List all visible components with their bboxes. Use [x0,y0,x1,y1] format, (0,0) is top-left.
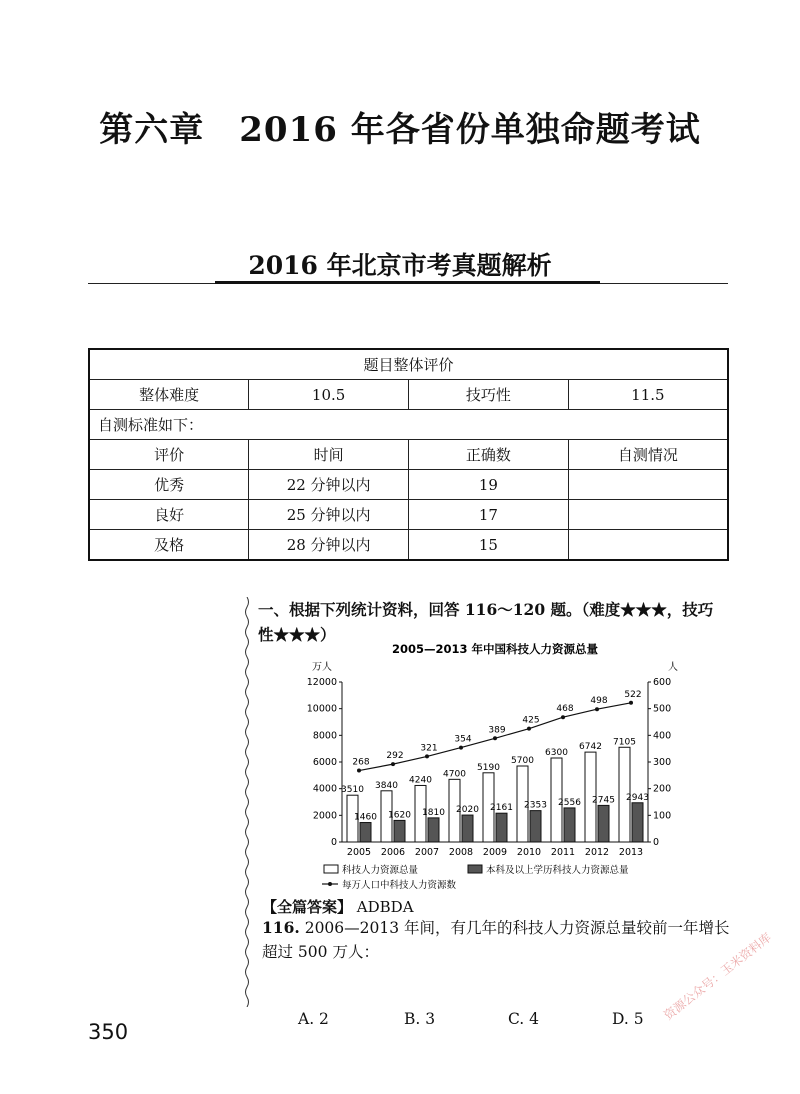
bar-line-chart [290,640,700,896]
bar-total-label: 7105 [613,737,636,748]
right-tick-label: 300 [653,757,672,768]
legend-label-total: 科技人力资源总量 [342,865,419,876]
right-axis-ticks [648,677,671,848]
line-point-label: 522 [624,689,642,700]
right-tick-label: 0 [653,837,660,848]
x-tick-label: 2011 [550,847,576,858]
x-tick-label: 2005 [346,847,372,858]
title-rule-thick [215,281,600,284]
header-cell: 自测情况 [568,440,728,470]
bar-total-label: 4700 [443,769,466,780]
line-point-label: 321 [420,743,438,754]
question-116 [262,916,730,964]
bar-degree-label: 2745 [592,795,615,806]
bar-total-label: 5700 [511,756,534,766]
answer-label: 【全篇答案】 [262,898,353,916]
margin-wavy-line [244,597,250,1007]
left-axis-ticks [307,677,342,848]
line-point [459,746,463,750]
difficulty-label: 整体难度 [89,380,249,410]
table-row [89,530,728,561]
left-tick-label: 2000 [312,810,337,822]
bar-degree-label: 1460 [354,812,377,823]
left-axis-unit: 万人 [312,662,332,673]
right-tick-label: 400 [653,730,672,742]
difficulty-value: 10.5 [249,380,409,410]
skill-label: 技巧性 [409,380,569,410]
x-tick-label: 2013 [618,847,644,858]
x-tick-label: 2007 [414,847,440,858]
line-point [629,701,633,705]
line-point-label: 468 [556,704,574,715]
left-tick-label: 4000 [312,783,337,795]
left-tick-label: 0 [330,837,337,848]
answer-line [262,896,414,917]
chapter-title: 第六章 2016 年各省份单独命题考试 [99,110,701,150]
table-cell: 28 分钟以内 [249,530,409,561]
bar-degree [496,813,507,842]
line-point [527,727,531,731]
table-title: 题目整体评价 [89,349,728,380]
line-point [425,754,429,758]
option-a: A. 2 [298,1010,329,1028]
table-cell: 及格 [89,530,249,561]
line-point [493,736,497,740]
bar-degree [564,808,575,842]
bar-degree [632,803,643,842]
x-axis-labels [347,847,643,858]
line-point [391,762,395,766]
chart-title: 2005—2013 年中国科技人力资源总量 [391,642,599,656]
table-cell: 25 分钟以内 [249,500,409,530]
bar-degree-label: 2161 [490,803,513,814]
option-d: D. 5 [612,1010,644,1028]
table-cell: 22 分钟以内 [249,470,409,500]
legend-swatch-degree [468,865,482,873]
right-tick-label: 500 [653,703,672,715]
bar-degree-label: 2556 [558,797,581,808]
option-c: C. 4 [508,1010,540,1028]
bar-degree [598,805,609,842]
left-tick-label: 6000 [312,757,337,768]
table-cell: 19 [409,470,569,500]
right-tick-label: 100 [653,810,672,822]
bar-degree [428,818,439,842]
answer-value: ADBDA [356,898,414,916]
line-point-label: 498 [590,696,608,707]
bar-total-label: 3510 [341,785,364,796]
legend-label-per10k: 每万人口中科技人力资源数 [342,880,457,891]
right-axis-unit: 人 [668,662,678,673]
bar-degree [530,811,541,842]
section-title: 2016 年北京市考真题解析 [248,251,552,280]
table-cell [568,470,728,500]
bar-degree-label: 2353 [524,800,547,811]
bar-degree-label: 2943 [626,792,649,803]
table-cell: 良好 [89,500,249,530]
legend-label-degree: 本科及以上学历科技人力资源总量 [486,865,629,876]
skill-value: 11.5 [568,380,728,410]
bar-degree [462,815,473,842]
bar-degree-label: 2020 [456,805,479,816]
x-tick-label: 2008 [448,847,474,858]
self-test-note: 自测标准如下： [89,410,728,440]
bar-degree [360,823,371,842]
line-point-label: 425 [522,715,540,726]
bar-degree-label: 1810 [422,807,445,818]
question-intro: 一、根据下列统计资料，回答 116～120 题。（难度★★★，技巧性★★★） [258,600,714,644]
x-tick-label: 2009 [482,847,508,858]
legend-line-marker [328,882,332,886]
x-tick-label: 2010 [516,847,542,858]
bar-total-label: 3840 [375,780,398,791]
page-number: 350 [88,1020,129,1044]
left-tick-label: 12000 [306,677,337,688]
question-number: 116. [262,918,300,937]
header-cell: 评价 [89,440,249,470]
chart-legend [322,864,629,891]
header-cell: 时间 [249,440,409,470]
x-tick-label: 2012 [584,847,610,858]
table-row [89,470,728,500]
bar-total-label: 6742 [579,742,602,753]
line-point [357,769,361,773]
table-cell [568,500,728,530]
left-tick-label: 10000 [306,703,337,715]
line-point-label: 268 [352,757,370,768]
bar-degree [394,820,405,842]
question-text: 2006—2013 年间，有几年的科技人力资源总量较前一年增长超过 500 万人： [262,919,730,961]
table-cell: 15 [409,530,569,561]
bar-total-label: 5190 [477,762,500,773]
table-cell [568,530,728,561]
chart-line [352,690,641,773]
table-cell: 优秀 [89,470,249,500]
right-tick-label: 200 [653,783,672,795]
line-point-label: 354 [454,734,472,745]
table-row [89,500,728,530]
line-point-label: 292 [386,751,404,762]
right-tick-label: 600 [653,677,672,688]
header-cell: 正确数 [409,440,569,470]
line-point-label: 389 [488,725,506,736]
option-b: B. 3 [404,1010,436,1028]
table-cell: 17 [409,500,569,530]
bar-degree-label: 1620 [388,810,411,821]
legend-swatch-total [324,865,338,873]
bar-total-label: 4240 [409,775,432,786]
left-tick-label: 8000 [312,730,337,742]
x-tick-label: 2006 [380,847,406,858]
line-point [561,715,565,719]
line-point [595,707,599,711]
evaluation-table [88,348,729,561]
watermark: 资源公众号：玉米资料库 [661,930,774,1023]
bar-total-label: 6300 [545,748,568,758]
